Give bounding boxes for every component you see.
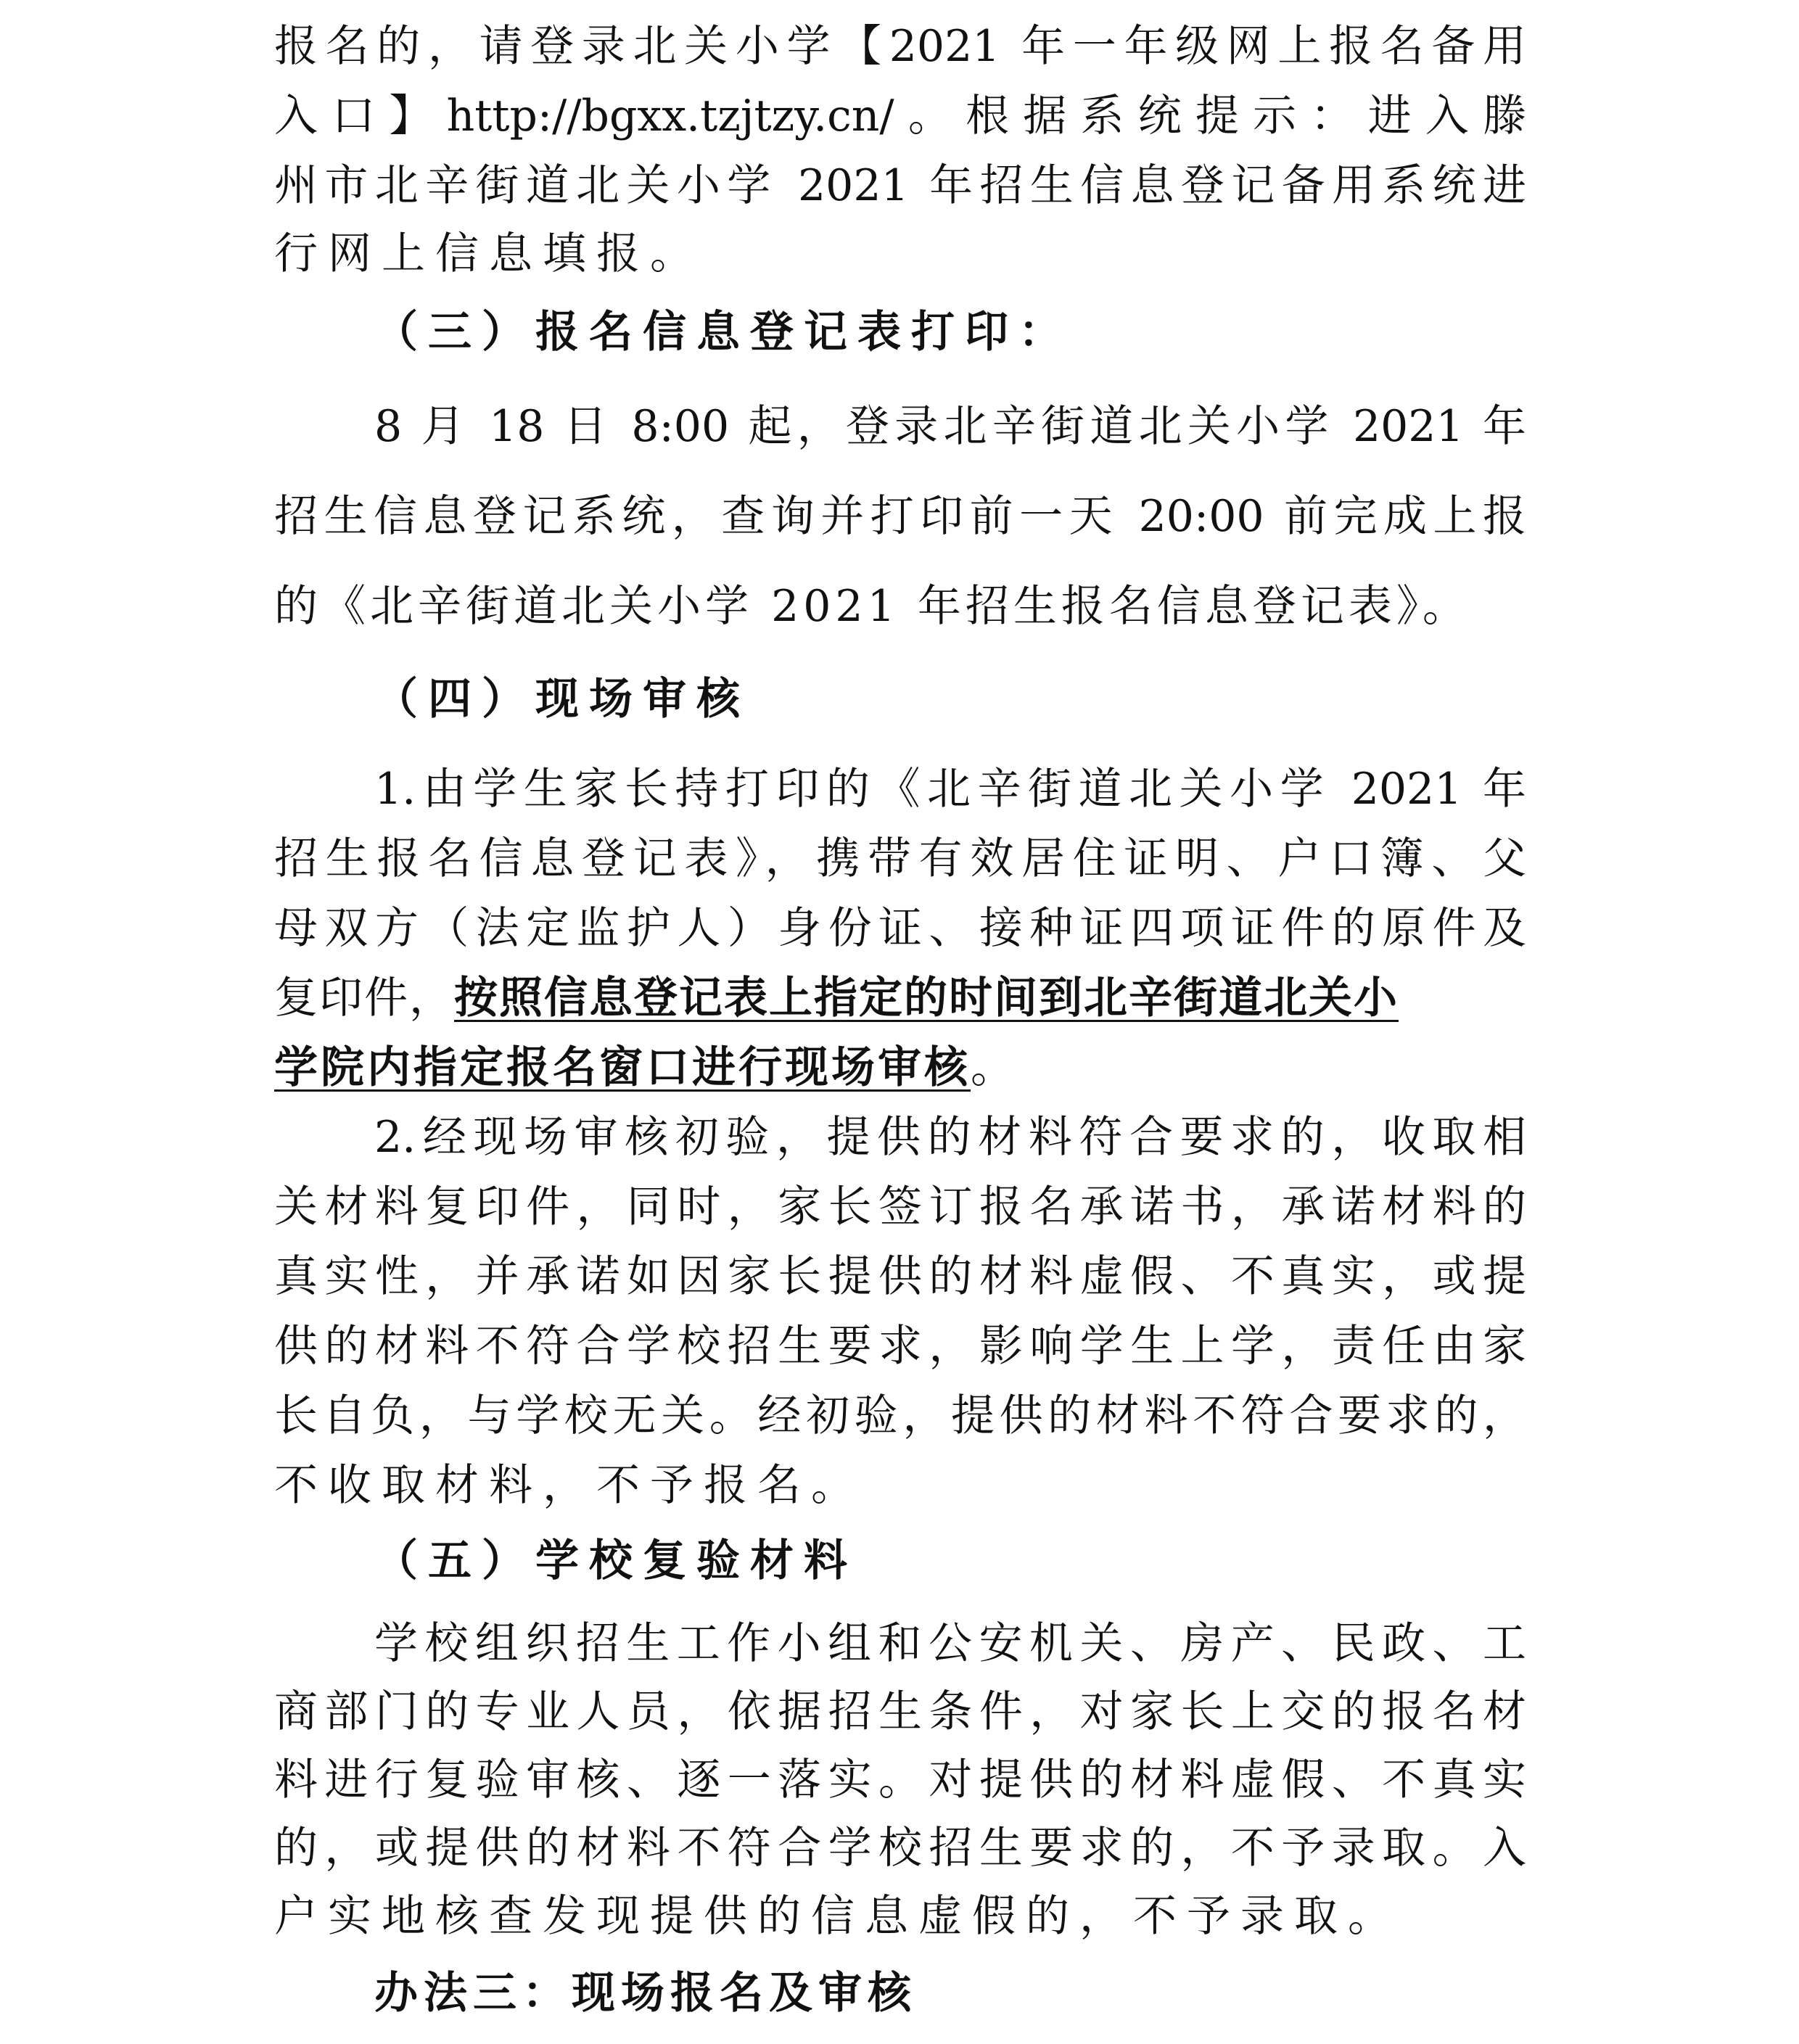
text-line: 1.由学生家长持打印的《北辛街道北关小学 2021 年	[374, 764, 1526, 815]
text-line: 真实性，并承诺如因家长提供的材料虚假、不真实，或提	[274, 1251, 1526, 1302]
text-line: 报名的，请登录北关小学【2021 年一年级网上报名备用	[274, 21, 1526, 72]
text-line: 入口】http://bgxx.tzjtzy.cn/。根据系统提示：进入滕	[274, 91, 1526, 141]
section-heading-4: （四）现场审核	[374, 674, 750, 725]
plain-text: 复印件，	[274, 973, 454, 1023]
text-line: 不收取材料，不予报名。	[274, 1460, 865, 1511]
text-line: 州市北辛街道北关小学 2021 年招生信息登记备用系统进	[274, 160, 1526, 211]
text-line: 的，或提供的材料不符合学校招生要求的，不予录取。入	[274, 1823, 1526, 1874]
section-heading-5: （五）学校复验材料	[374, 1536, 857, 1586]
text-line: 8 月 18 日 8:00 起，登录北辛街道北关小学 2021 年	[374, 401, 1526, 452]
text-line: 商部门的专业人员，依据招生条件，对家长上交的报名材	[274, 1686, 1526, 1737]
text-line-mixed	[274, 1039, 1526, 1097]
text-line: 长自负，与学校无关。经初验，提供的材料不符合要求的，	[274, 1390, 1526, 1441]
plain-text: 。	[971, 1042, 1017, 1093]
text-line: 供的材料不符合学校招生要求，影响学生上学，责任由家	[274, 1321, 1526, 1372]
text-line: 的《北辛街道北关小学 2021 年招生报名信息登记表》。	[274, 581, 1470, 632]
text-line: 母双方（法定监护人）身份证、接种证四项证件的原件及	[274, 903, 1526, 954]
text-line: 行网上信息填报。	[274, 228, 704, 279]
method-heading: 办法三：现场报名及审核	[374, 1968, 917, 2019]
text-line: 户实地核查发现提供的信息虚假的，不予录取。	[274, 1891, 1401, 1942]
section-heading-3: （三）报名信息登记表打印：	[374, 307, 1072, 358]
text-line: 关材料复印件，同时，家长签订报名承诺书，承诺材料的	[274, 1182, 1526, 1232]
text-line: 料进行复验审核、逐一落实。对提供的材料虚假、不真实	[274, 1755, 1526, 1805]
text-line-mixed	[274, 969, 1526, 1027]
text-line: 学校组织招生工作小组和公安机关、房产、民政、工	[374, 1618, 1526, 1669]
text-line: 招生信息登记系统，查询并打印前一天 20:00 前完成上报	[274, 491, 1526, 542]
underlined-text: 学院内指定报名窗口进行现场审核	[274, 1042, 971, 1093]
text-line: 2.经现场审核初验，提供的材料符合要求的，收取相	[374, 1112, 1526, 1163]
text-line: 招生报名信息登记表》，携带有效居住证明、户口簿、父	[274, 833, 1526, 884]
underlined-text: 按照信息登记表上指定的时间到北辛街道北关小	[454, 973, 1399, 1023]
